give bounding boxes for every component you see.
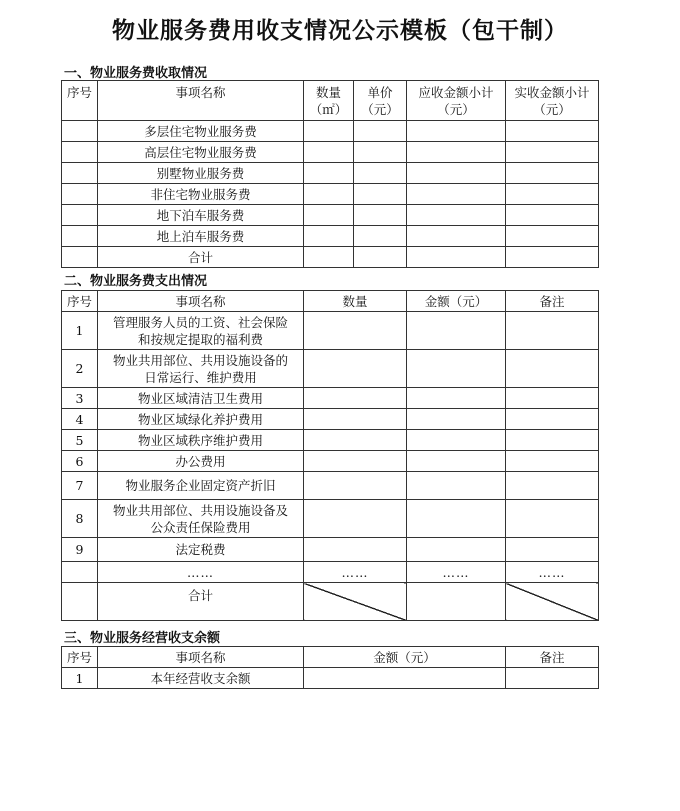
header-note: 备注 [506, 647, 599, 668]
header-seq: 序号 [62, 81, 98, 121]
table-row: 地下泊车服务费 [62, 205, 599, 226]
table-row: 1 管理服务人员的工资、社会保险 和按规定提取的福利费 [62, 312, 599, 350]
table-row: 非住宅物业服务费 [62, 184, 599, 205]
diagonal-cell [506, 583, 599, 621]
table-header-row [62, 81, 599, 121]
income-table [61, 80, 599, 268]
table-row: 2 物业共用部位、共用设施设备的 日常运行、维护费用 [62, 350, 599, 388]
table-row: 多层住宅物业服务费 [62, 121, 599, 142]
header-name: 事项名称 [98, 81, 304, 121]
table-row: 1 本年经营收支余额 [62, 668, 599, 689]
header-qty: 数量 [304, 291, 407, 312]
expense-table [61, 290, 599, 621]
table-header-row [62, 291, 599, 312]
total-row: 合计 [62, 583, 599, 621]
total-row: 合计 [62, 247, 599, 268]
header-amount: 金额（元） [407, 291, 506, 312]
header-actual: 实收金额小计 （元） [506, 81, 599, 121]
table-row: 6 办公费用 [62, 451, 599, 472]
table-row: 7 物业服务企业固定资产折旧 [62, 472, 599, 500]
table-row: 3 物业区域清洁卫生费用 [62, 388, 599, 409]
header-note: 备注 [506, 291, 599, 312]
header-seq: 序号 [62, 291, 98, 312]
table-row: 8 物业共用部位、共用设施设备及 公众责任保险费用 [62, 500, 599, 538]
ellipsis-row: …… …… …… …… [62, 562, 599, 583]
header-due: 应收金额小计 （元） [407, 81, 506, 121]
table-row: 高层住宅物业服务费 [62, 142, 599, 163]
header-price: 单价 （元） [354, 81, 407, 121]
header-amount: 金额（元） [304, 647, 506, 668]
section3-heading: 三、物业服务经营收支余额 [64, 631, 221, 646]
table-row: 地上泊车服务费 [62, 226, 599, 247]
section1-heading: 一、物业服务费收取情况 [64, 66, 208, 81]
header-name: 事项名称 [98, 291, 304, 312]
header-name: 事项名称 [98, 647, 304, 668]
diagonal-cell [304, 583, 407, 621]
header-seq: 序号 [62, 647, 98, 668]
header-qty: 数量 （㎡） [304, 81, 354, 121]
page-title: 物业服务费用收支情况公示模板（包干制） [112, 18, 568, 44]
table-header-row [62, 647, 599, 668]
table-row: 4 物业区域绿化养护费用 [62, 409, 599, 430]
table-row: 9 法定税费 [62, 538, 599, 562]
section2-heading: 二、物业服务费支出情况 [64, 274, 208, 289]
table-row: 5 物业区域秩序维护费用 [62, 430, 599, 451]
table-row: 别墅物业服务费 [62, 163, 599, 184]
balance-table [61, 646, 599, 689]
